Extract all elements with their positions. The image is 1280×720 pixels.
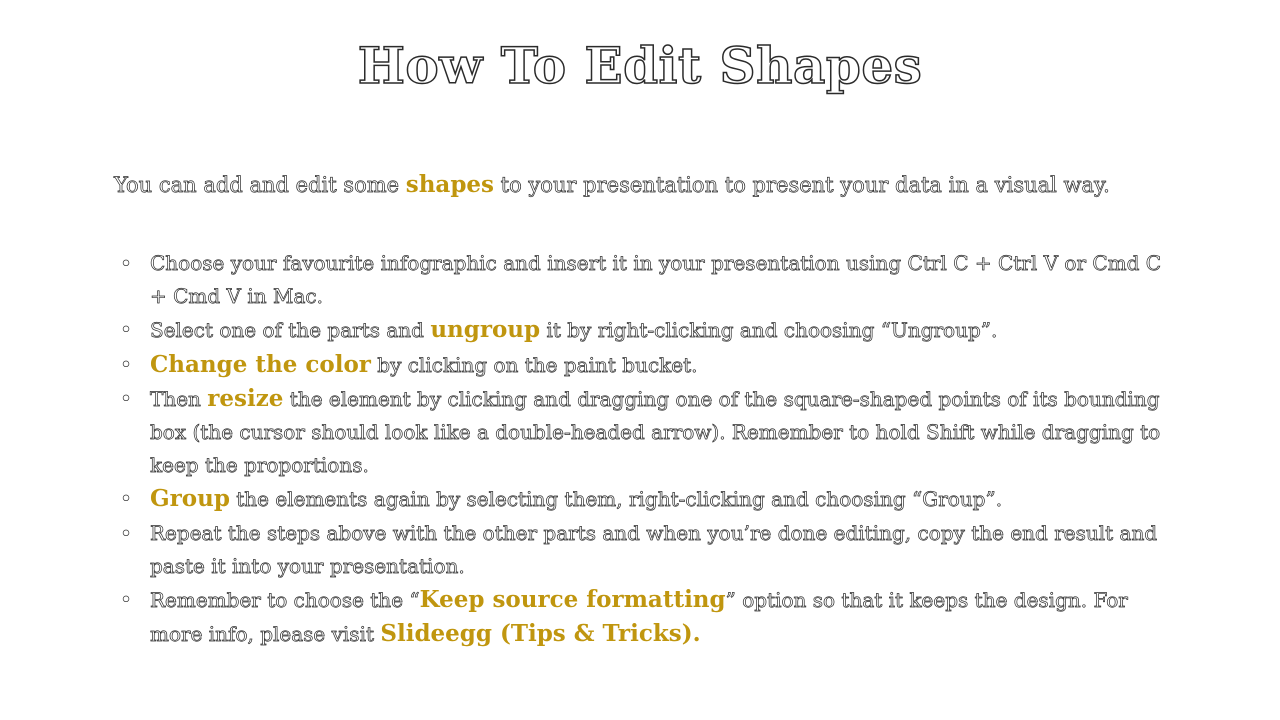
slide-title: How To Edit Shapes xyxy=(357,36,923,95)
list-item xyxy=(114,517,1176,583)
intro-text-after: to your presentation to present your data in a visual way. xyxy=(494,173,1110,197)
bullet-icon: • xyxy=(120,520,132,545)
list-item xyxy=(114,482,1176,516)
bullet-icon: • xyxy=(120,317,132,342)
step-highlight: Change the color xyxy=(150,350,371,378)
intro-highlight: shapes xyxy=(405,171,494,198)
step-text-before: Select one of the parts and xyxy=(150,318,431,343)
list-item xyxy=(114,583,1176,651)
bullet-icon: • xyxy=(120,351,132,376)
slideegg-link[interactable]: Slideegg (Tips & Tricks). xyxy=(380,620,701,648)
bullet-icon: • xyxy=(120,251,132,275)
bullet-icon: • xyxy=(120,587,132,612)
step-highlight: resize xyxy=(207,384,284,412)
list-item xyxy=(114,382,1176,483)
step-text-before: Then xyxy=(150,386,208,411)
intro-paragraph xyxy=(114,168,1174,202)
step-highlight: Group xyxy=(150,485,230,513)
step-text-after: it by right-clicking and choosing “Ungroup”. xyxy=(540,318,998,343)
list-item xyxy=(114,247,1176,313)
intro-text-before: You can add and edit some xyxy=(114,173,406,197)
step-text-after: ” option so that it keeps the design. For more info, please visit xyxy=(150,588,1128,647)
step-text-before: Choose your favourite infographic and insert it in your presentation using Ctrl C + Ctrl V or Cmd C + Cmd V in Mac. xyxy=(150,251,1162,309)
bullet-icon: • xyxy=(120,486,132,511)
list-item xyxy=(114,313,1176,347)
step-text-after: the elements again by selecting them, right-clicking and choosing “Group”. xyxy=(229,487,1003,512)
step-highlight: Keep source formatting xyxy=(419,586,726,614)
step-text-before: Repeat the steps above with the other parts and when you’re done editing, copy the end result and paste it into your presentation. xyxy=(150,520,1158,578)
step-text-after: the element by clicking and dragging one of the square-shaped points of its bounding box (the cursor should look like a double-headed arrow). Remember to hold Shift while dragging to keep the proportions. xyxy=(150,386,1161,478)
steps-list xyxy=(114,247,1176,651)
step-text-after: by clicking on the paint bucket. xyxy=(370,352,698,377)
bullet-icon: • xyxy=(120,385,132,410)
step-text-before: Remember to choose the “ xyxy=(150,588,420,613)
step-highlight: ungroup xyxy=(430,316,541,344)
list-item xyxy=(114,348,1176,382)
